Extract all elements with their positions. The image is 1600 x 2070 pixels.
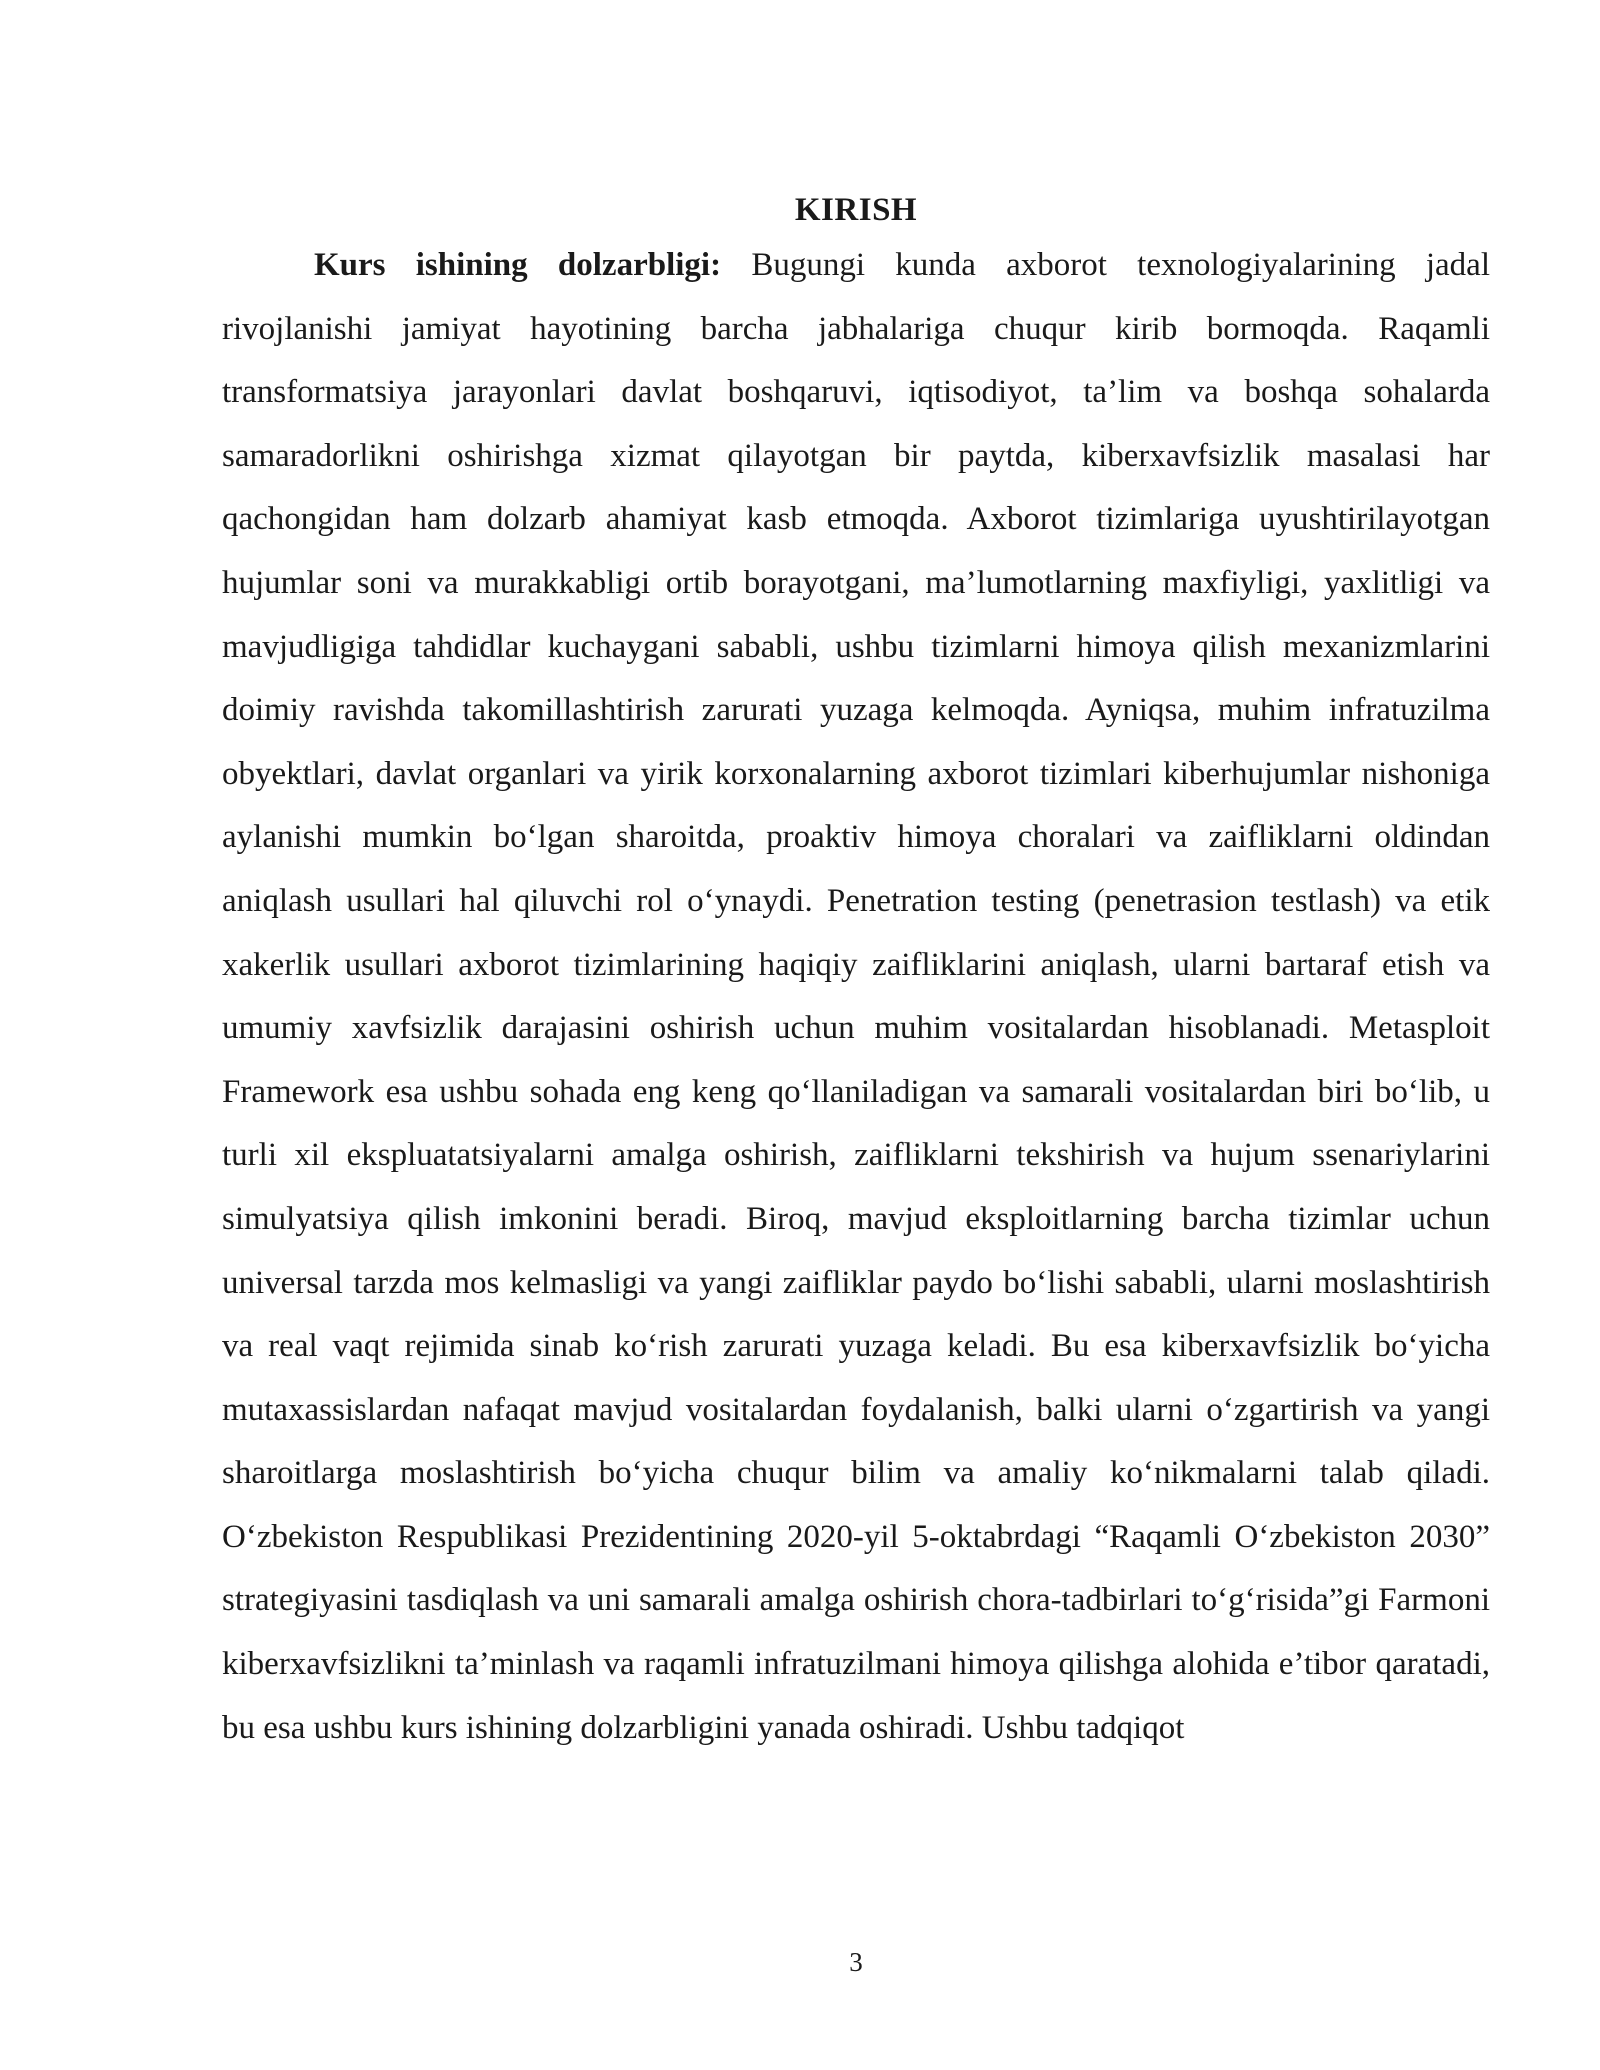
page-number: 3	[849, 1947, 863, 1977]
relevance-label: Kurs ishining dolzarbligi:	[314, 247, 722, 283]
body-text	[222, 234, 1490, 1760]
intro-paragraph	[222, 234, 1490, 1760]
section-heading: KIRISH	[794, 192, 918, 228]
intro-paragraph-text: Bugungi kunda axborot texnologiyalarining jadal rivojlanishi jamiyat hayotining barcha jabhalariga chuqur kirib bormoqda. Raqamli transformatsiya jarayonlari davlat boshqaruvi, iqtisodiyot, ta’lim va boshqa sohalarda samaradorlikni oshirishga xizmat qilayotgan bir paytda, kiberxavfsizlik masalasi har qachongidan ham dolzarb ahamiyat kasb etmoqda. Axborot tizimlariga uyushtirilayotgan hujumlar soni va murakkabligi ortib borayotgani, ma’lumotlarning maxfiyligi, yaxlitligi va mavjudligiga tahdidlar kuchaygani sababli, ushbu tizimlarni himoya qilish mexanizmlarini doimiy ravishda takomillashtirish zarurati yuzaga kelmoqda. Ayniqsa, muhim infratuzilma obyektlari, davlat organlari va yirik korxonalarning axborot tizimlari kiberhujumlar nishoniga aylanishi mumkin bo‘lgan sharoitda, proaktiv himoya choralari va zaifliklarni oldindan aniqlash usullari hal qiluvchi rol o‘ynaydi. Penetration testing (penetrasion testlash) va etik xakerlik usullari axborot tizimlarining haqiqiy zaifliklarini aniqlash, ularni bartaraf etish va umumiy xavfsizlik darajasini oshirish uchun muhim vositalardan hisoblanadi. Metasploit Framework esa ushbu sohada eng keng qo‘llaniladigan va samarali vositalardan biri bo‘lib, u turli xil ekspluatatsiyalarni amalga oshirish, zaifliklarni tekshirish va hujum ssenariylarini simulyatsiya qilish imkonini beradi. Biroq, mavjud eksploitlarning barcha tizimlar uchun universal tarzda mos kelmasligi va yangi zaifliklar paydo bo‘lishi sababli, ularni moslashtirish va real vaqt rejimida sinab ko‘rish zarurati yuzaga keladi. Bu esa kiberxavfsizlik bo‘yicha mutaxassislardan nafaqat mavjud vositalardan foydalanish, balki ularni o‘zgartirish va yangi sharoitlarga moslashtirish bo‘yicha chuqur bilim va amaliy ko‘nikmalarni talab qiladi. O‘zbekiston Respublikasi Prezidentining 2020-yil 5-oktabrdagi “Raqamli O‘zbekiston 2030” strategiyasini tasdiqlash va uni samarali amalga oshirish chora-tadbirlari to‘g‘risida”gi Farmoni kiberxavfsizlikni ta’minlash va raqamli infratuzilmani himoya qilishga alohida e’tibor qaratadi, bu esa ushbu kurs ishining dolzarbligini yanada oshiradi. Ushbu tadqiqot	[222, 247, 1490, 1746]
